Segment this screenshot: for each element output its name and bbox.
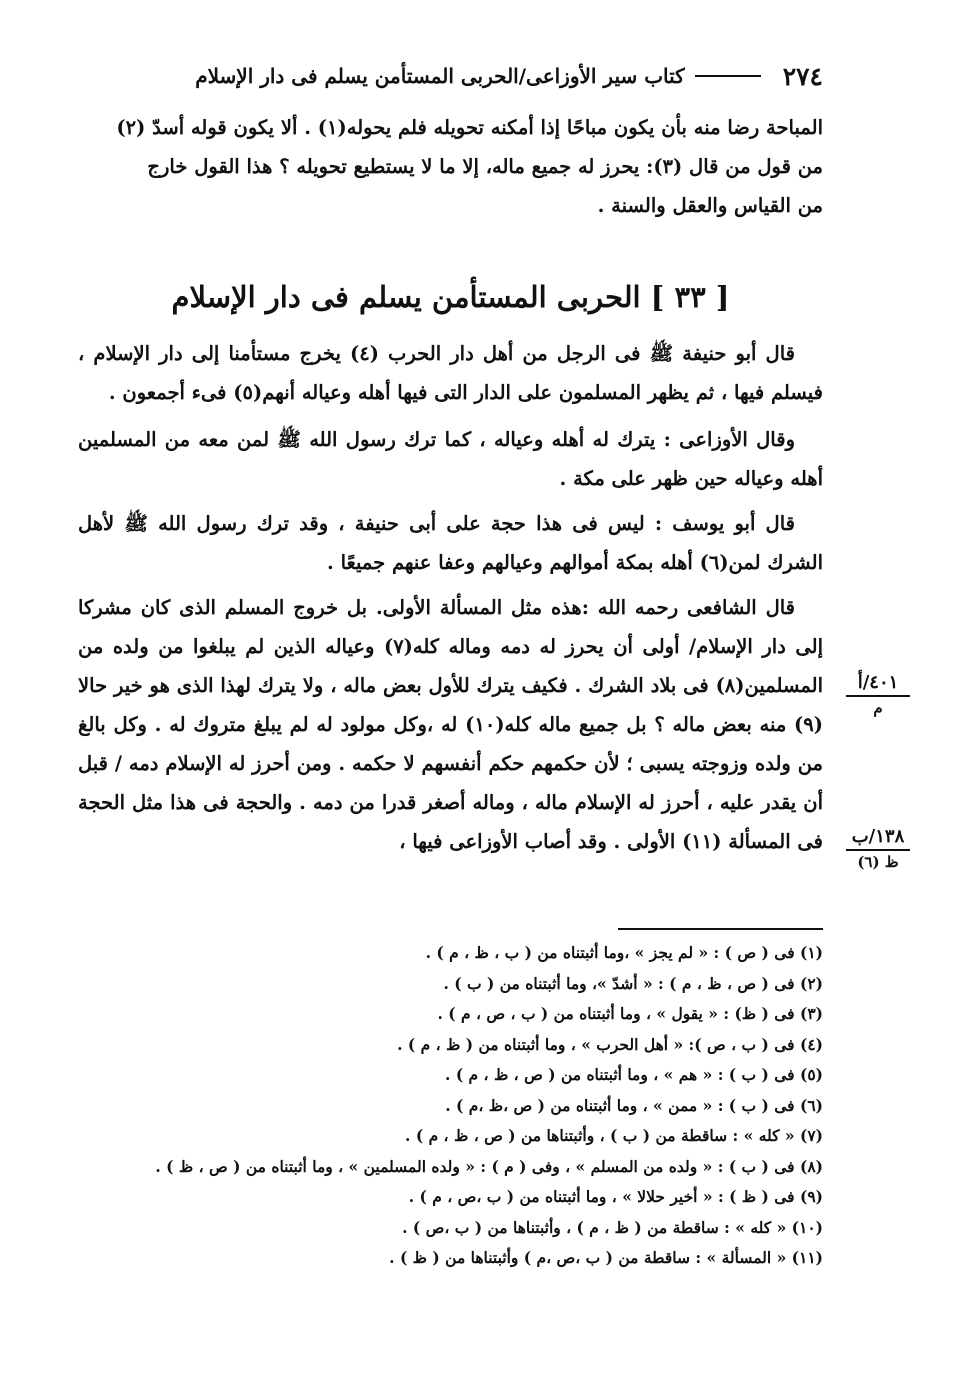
footnotes xyxy=(130,938,823,1274)
header-rule xyxy=(695,75,761,77)
footnote: (٨) فى ( ب ) : « ولده من المسلم » ، وفى ( م ) : « ولده المسلمين » ، وما أثبتناه من ( ص ، ظ ) . xyxy=(155,1156,823,1176)
paragraph-abu-yusuf: قال أبو يوسف : ليس فى هذا حجة على أبى حنيفة ، وقد ترك رسول الله ﷺ لأهل الشرك لمن(٦) أهله بمكة أموالهم وعيالهم وعفا عنهم جميعًا . xyxy=(78,512,823,574)
footnote: (٧) « كله » : ساقطة من ( ب ) ، وأثبتناها من ( ص ، ظ ، م ) . xyxy=(405,1126,823,1145)
margin-note-folio xyxy=(846,672,910,717)
margin-note-bottom: ظ (٦) xyxy=(857,853,899,871)
running-title: كتاب سير الأوزاعى/الحربى المستأمن يسلم فى دار الإسلام xyxy=(195,64,685,88)
intro-line: من القياس والعقل والسنة . xyxy=(597,194,823,217)
footnote: (١) فى ( ص ) : « لم يجز » ،وما أثبتناه من ( ب ، ظ ، م ) . xyxy=(425,943,823,962)
margin-note-folio xyxy=(846,826,910,871)
paragraph-awzai: وقال الأوزاعى : يترك له أهله وعياله ، كما ترك رسول الله ﷺ لمن معه من المسلمين أهله وعياله حين ظهر على مكة . xyxy=(78,428,823,490)
page-number: ٢٧٤ xyxy=(782,61,823,91)
footnote: (٥) فى ( ب ) : « هم » ، وما أثبتناه من ( ص ، ظ ، م ) . xyxy=(445,1065,823,1084)
footnote: (٣) فى ( ظ) : « يقول » ، وما أثبتناه من ( ب ، ص ، م ) . xyxy=(437,1004,823,1023)
section-title: [ ٣٣ ] الحربى المستأمن يسلم فى دار الإسلام xyxy=(171,280,730,314)
section-body xyxy=(78,334,823,861)
paragraph-abu-hanifa: قال أبو حنيفة ﷺ فى الرجل من أهل دار الحرب (٤) يخرج مستأمنا إلى دار الإسلام ، فيسلم فيها ، ثم يظهر المسلمون على الدار التى فيها أهله وعياله أنهم(٥) فىء أجمعون . xyxy=(78,342,823,404)
page-header xyxy=(78,58,823,94)
footnote: (١٠) « كله » : ساقطة من ( ظ ، م ) ، وأثبتناها من ( ب ،ص ) . xyxy=(402,1217,823,1237)
intro-line: المباحة رضا منه بأن يكون مباحًا إذا أمكنه تحويله فلم يحوله(١) . ألا يكون قوله أسدّ (٢) xyxy=(116,116,823,139)
footnote: (٦) فى ( ب ) : « ممن » ، وما أثبتناه من ( ص ،ظ ،م ) . xyxy=(445,1095,823,1115)
intro-text xyxy=(78,108,823,225)
footnote: (١١) « المسألة » : ساقطة من ( ب ،ص ،م ) وأثبتناها من ( ظ ) . xyxy=(389,1248,823,1267)
footnote: (٤) فى ( ب ، ص ): « أهل الحرب » ، وما أثبتناه من ( ظ ، م ) . xyxy=(397,1034,823,1054)
footnote: (٢) فى ( ص ، ظ ، م ) : « أشدّ »، وما أثبتناه من ( ب ) . xyxy=(443,973,823,993)
paragraph-shafii: قال الشافعى رحمه الله :هذه مثل المسألة الأولى. بل خروج المسلم الذى كان مشركا إلى دار الإسلام/ أولى أن يحرز له دمه وماله كله(٧) وعياله الذين لم يبلغوا من ولده من المسلمين(٨) فى بلاد الشرك . فكيف يترك للأول بعض ماله ، ولا يترك لهذا الذى هو خير حالا (٩) منه بعض ماله ؟ بل جميع ماله كله(١٠) له ،وكل مولود له لم يبلغ متروك له . وكل بالغ من ولده وزوجته يسبى ؛ لأن حكمهم حكم أنفسهم لا حكمه . ومن أحرز له الإسلام دمه / قبل أن يقدر عليه ، أحرز له الإسلام ماله ، وماله أصغر قدرا من دمه . والحجة فى هذا مثل الحجة فى المسألة (١١) الأولى . وقد أصاب الأوزاعى فيها ، xyxy=(78,596,823,853)
intro-line: من قول من قال (٣): يحرز له جميع ماله، إلا ما لا يستطيع تحويله ؟ هذا القول خارج xyxy=(147,155,823,178)
margin-note-top: ٤٠١/أ xyxy=(846,672,910,697)
footnote-rule xyxy=(618,928,823,930)
margin-note-top: ١٣٨/ب xyxy=(846,826,910,851)
margin-note-bottom: م xyxy=(873,699,883,717)
footnote: (٩) فى ( ظ ) : « أخير حلالا » ، وما أثبتناه من ( ب ،ص ، م ) . xyxy=(408,1187,823,1206)
